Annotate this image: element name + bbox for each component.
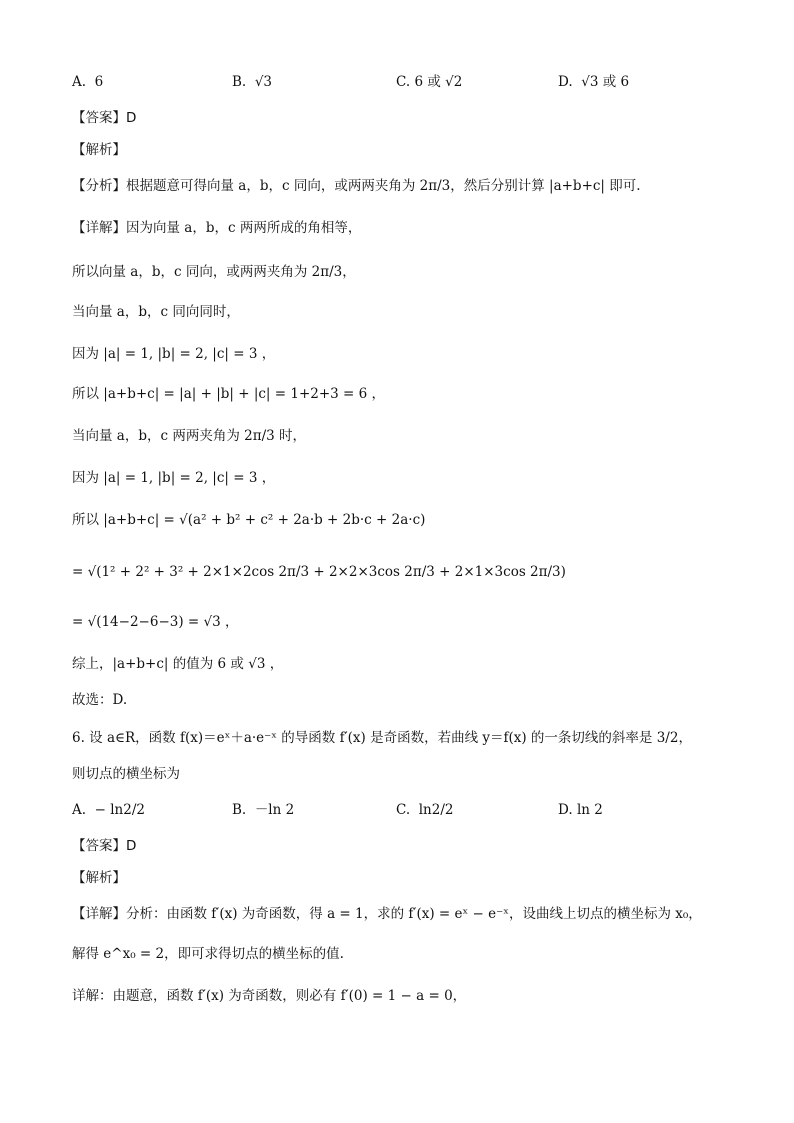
q5-answer: 【答案】D [72,110,137,126]
q6-stem-1: 6. 设 a∈R，函数 f(x)＝eˣ＋a·e⁻ˣ 的导函数 f′(x) 是奇函数，若曲线 y＝f(x) 的一条切线的斜率是 3/2， [72,730,692,746]
q5-option-d: D. √3 或 6 [558,74,630,90]
q5-option-a: A. 6 [72,74,104,90]
q5-detail-9: = √(1² + 2² + 3² + 2×1×2cos 2π/3 + 2×2×3cos 2π/3 + 2×1×3cos 2π/3) [72,564,566,580]
q5-detail-3: 当向量 a，b，c 同向同时， [72,304,240,320]
q5-detail-8: 所以 |a+b+c| = √(a² + b² + c² + 2a·b + 2b·c + 2a·c) [72,512,426,528]
q5-analysis-heading: 【解析】 [72,142,126,158]
q5-detail-6: 当向量 a，b，c 两两夹角为 2π/3 时， [72,428,307,444]
q6-answer: 【答案】D [72,838,137,854]
q5-detail-1: 【详解】因为向量 a，b，c 两两所成的角相等， [72,220,362,236]
q5-detail-2: 所以向量 a，b，c 同向，或两两夹角为 2π/3， [72,264,356,280]
q6-option-d: D. ln 2 [558,802,603,818]
q5-option-b: B. √3 [232,74,273,90]
q5-fenxi: 【分析】根据题意可得向量 a，b，c 同向，或两两夹角为 2π/3，然后分别计算 |a+b+c| 即可. [72,178,641,194]
q5-detail-7: 因为 |a| = 1, |b| = 2, |c| = 3 ， [72,470,276,486]
q6-option-a: A. − ln2/2 [72,802,145,818]
q5-detail-12: 故选：D. [72,692,128,708]
q5-detail-11: 综上，|a+b+c| 的值为 6 或 √3 ， [72,656,284,672]
q5-detail-4: 因为 |a| = 1, |b| = 2, |c| = 3 ， [72,346,276,362]
q5-detail-5: 所以 |a+b+c| = |a| + |b| + |c| = 1+2+3 = 6 ， [72,386,386,402]
q5-option-c: C. 6 或 √2 [396,74,463,90]
q5-detail-10: = √(14−2−6−3) = √3 ， [72,614,239,630]
q6-detail-2: 解得 e^x₀ = 2，即可求得切点的横坐标的值. [72,946,344,962]
q6-detail-3: 详解：由题意，函数 f′(x) 为奇函数，则必有 f′(0) = 1 − a = 0， [72,988,467,1004]
q6-analysis-heading: 【解析】 [72,870,126,886]
q6-stem-2: 则切点的横坐标为 [72,766,180,782]
q6-detail-1: 【详解】分析：由函数 f′(x) 为奇函数，得 a = 1，求的 f′(x) = eˣ − e⁻ˣ，设曲线上切点的横坐标为 x₀， [72,906,702,922]
q6-option-c: C. ln2/2 [396,802,454,818]
q6-option-b: B. －ln 2 [232,802,295,818]
